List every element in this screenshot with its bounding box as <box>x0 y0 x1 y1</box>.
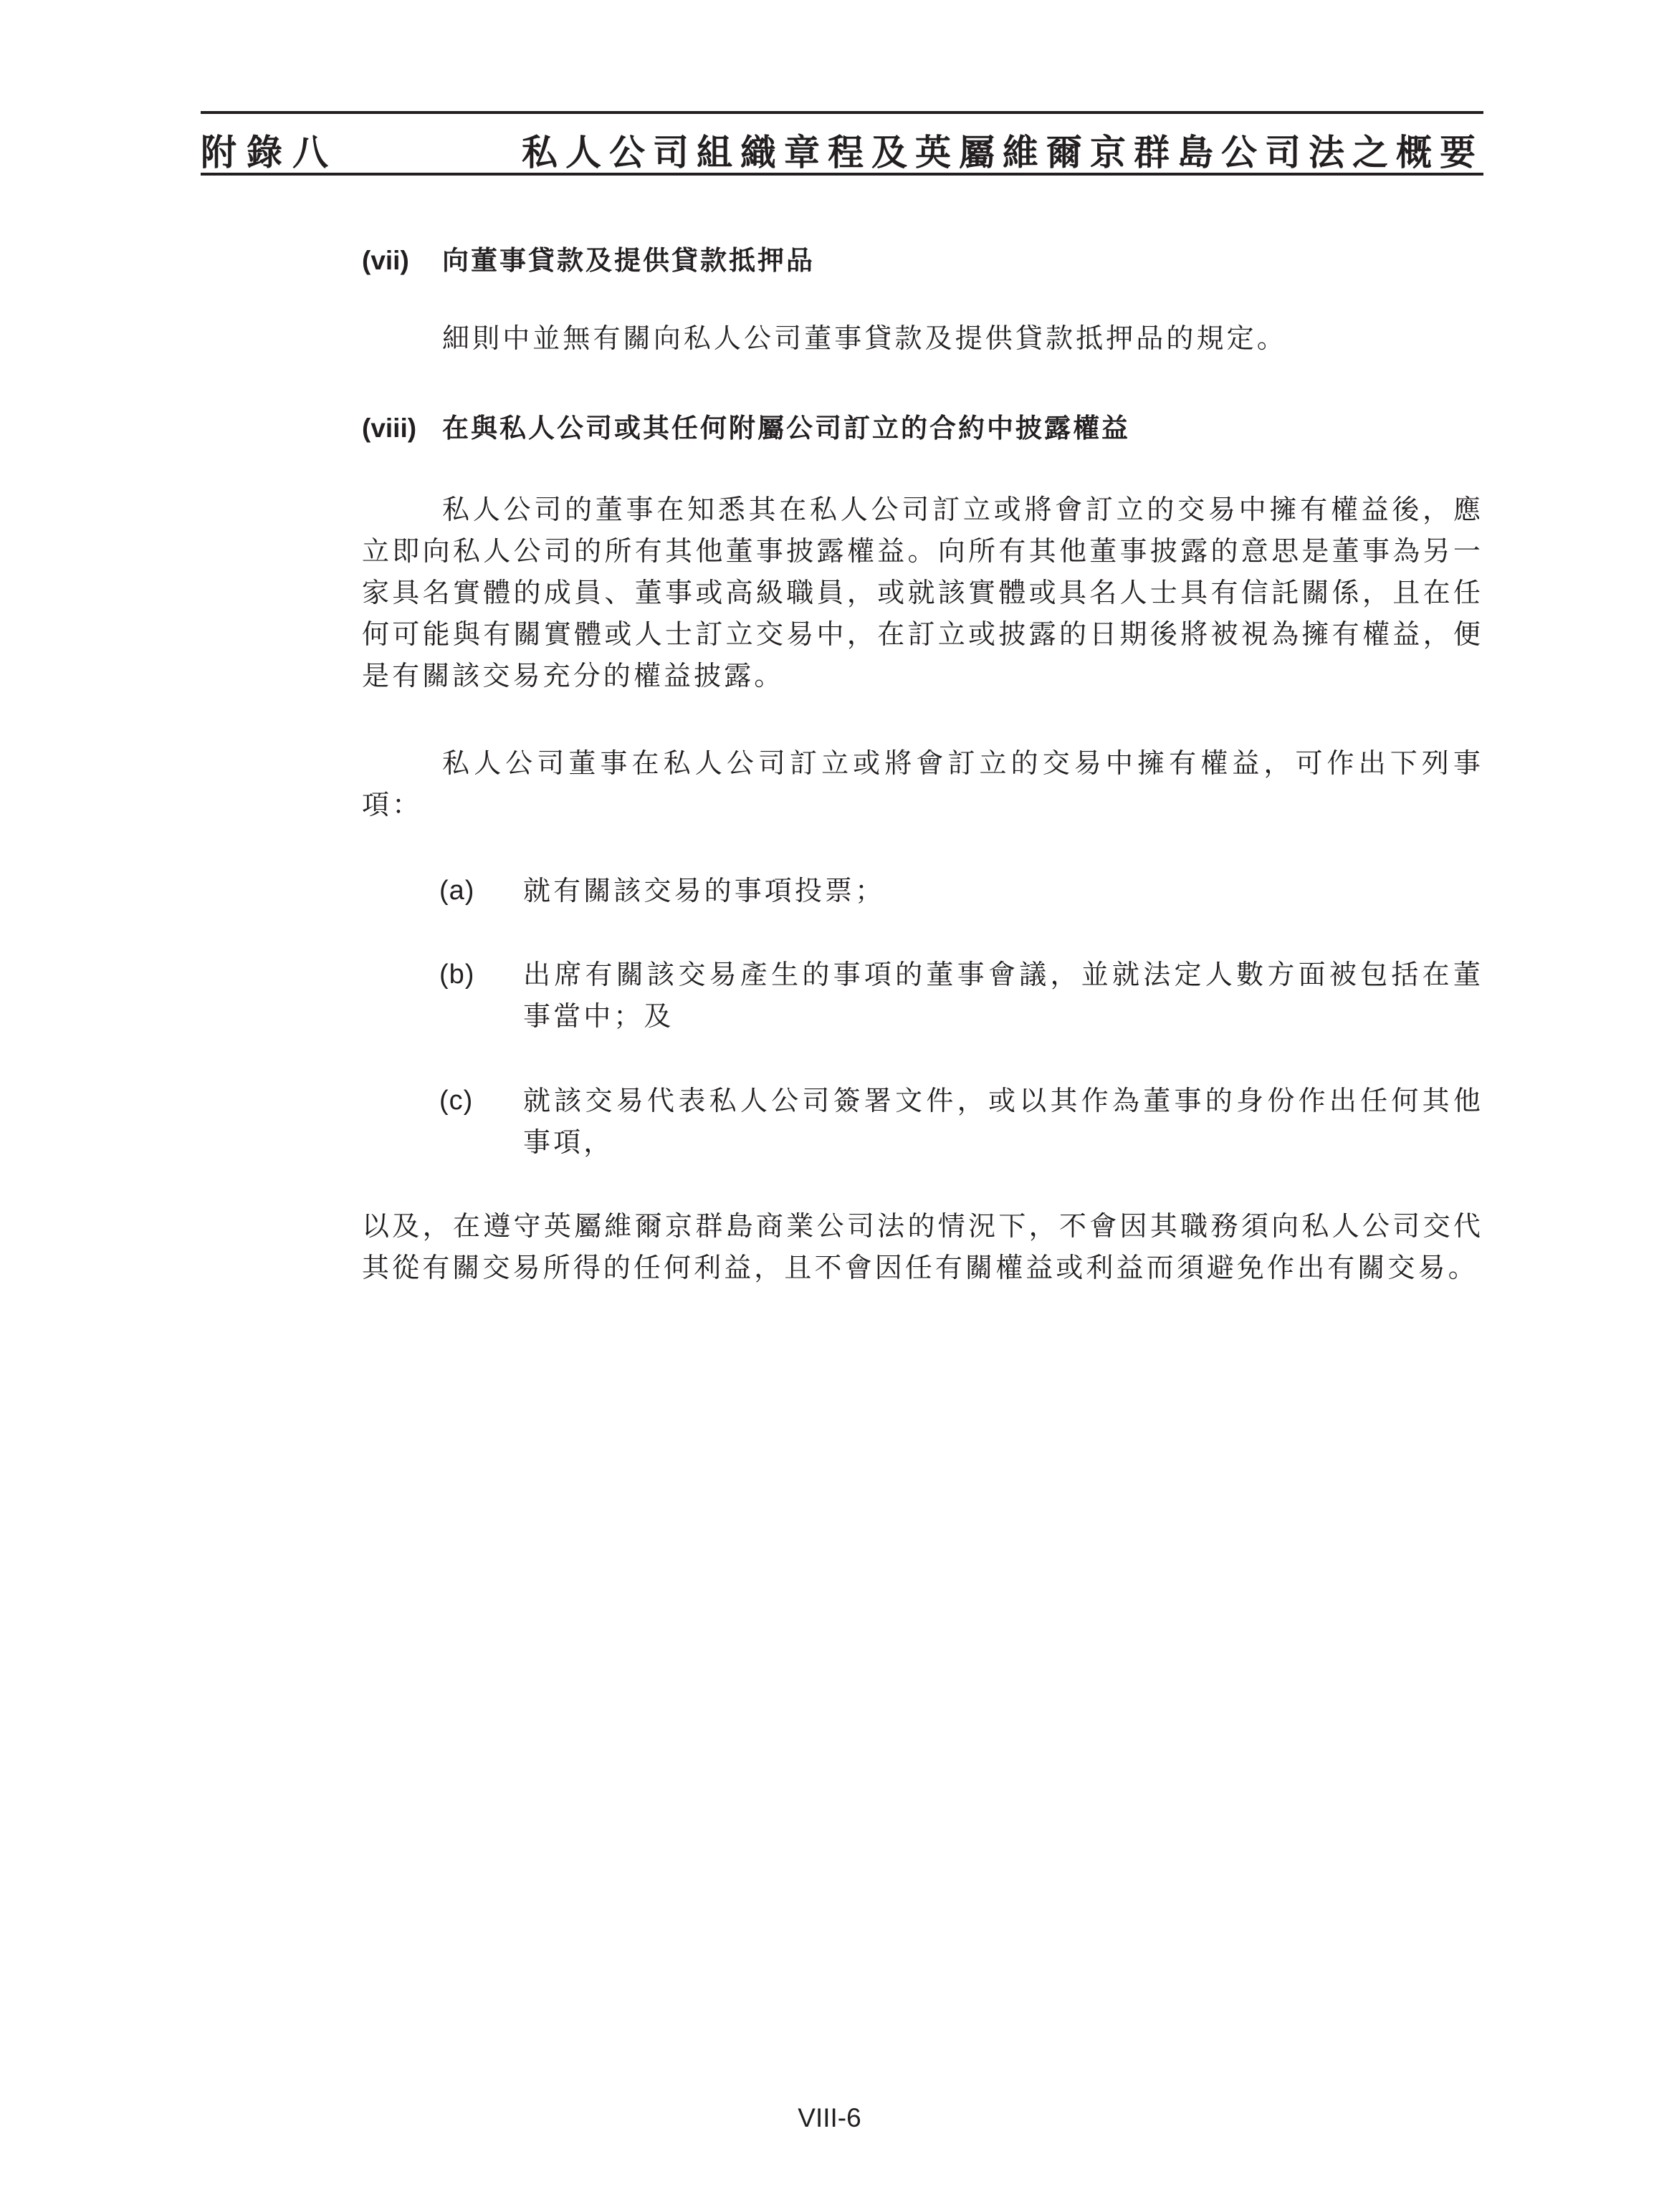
list-item-label: (c) <box>439 1086 474 1116</box>
section-number: (viii) <box>362 413 417 443</box>
section-heading-vii <box>362 239 815 277</box>
list-item-label: (b) <box>439 959 475 990</box>
list-item-text: 就有關該交易的事項投票； <box>523 875 886 906</box>
page-header <box>201 111 1483 176</box>
list-item-text: 出席有關該交易產生的事項的董事會議，並就法定人數方面被包括在董事當中；及 <box>523 959 1483 1032</box>
section-title: 在與私人公司或其任何附屬公司訂立的合約中披露權益 <box>442 413 1130 444</box>
list-item <box>439 870 1483 911</box>
list-item-text: 就該交易代表私人公司簽署文件，或以其作為董事的身份作出任何其他事項， <box>523 1085 1483 1158</box>
section-number: (vii) <box>362 246 409 275</box>
paragraph: 私人公司董事在私人公司訂立或將會訂立的交易中擁有權益，可作出下列事項： <box>362 747 1483 820</box>
section-title: 向董事貸款及提供貸款抵押品 <box>442 245 815 276</box>
paragraph: 細則中並無有關向私人公司董事貸款及提供貸款抵押品的規定。 <box>442 322 1287 354</box>
list-item <box>439 954 1483 1037</box>
paragraph: 私人公司的董事在知悉其在私人公司訂立或將會訂立的交易中擁有權益後，應立即向私人公司的所有其他董事披露權益。向所有其他董事披露的意思是董事為另一家具名實體的成員、董事或高級職員，或就該實體或具名人士具有信託關係，且在任何可能與有關實體或人士訂立交易中，在訂立或披露的日期後將被視為擁有權益，便是有關該交易充分的權益披露。 <box>362 494 1483 691</box>
list-item <box>439 1080 1483 1163</box>
list-item-label: (a) <box>439 876 475 906</box>
appendix-label: 附錄八 <box>201 132 338 173</box>
page-number: VIII-6 <box>798 2103 861 2132</box>
section-heading-viii <box>362 406 1130 445</box>
header-title: 私人公司組織章程及英屬維爾京群島公司法之概要 <box>522 132 1483 173</box>
closing-paragraph: 以及，在遵守英屬維爾京群島商業公司法的情況下，不會因其職務須向私人公司交代其從有關交易所得的任何利益，且不會因任有關權益或利益而須避免作出有關交易。 <box>362 1210 1483 1283</box>
